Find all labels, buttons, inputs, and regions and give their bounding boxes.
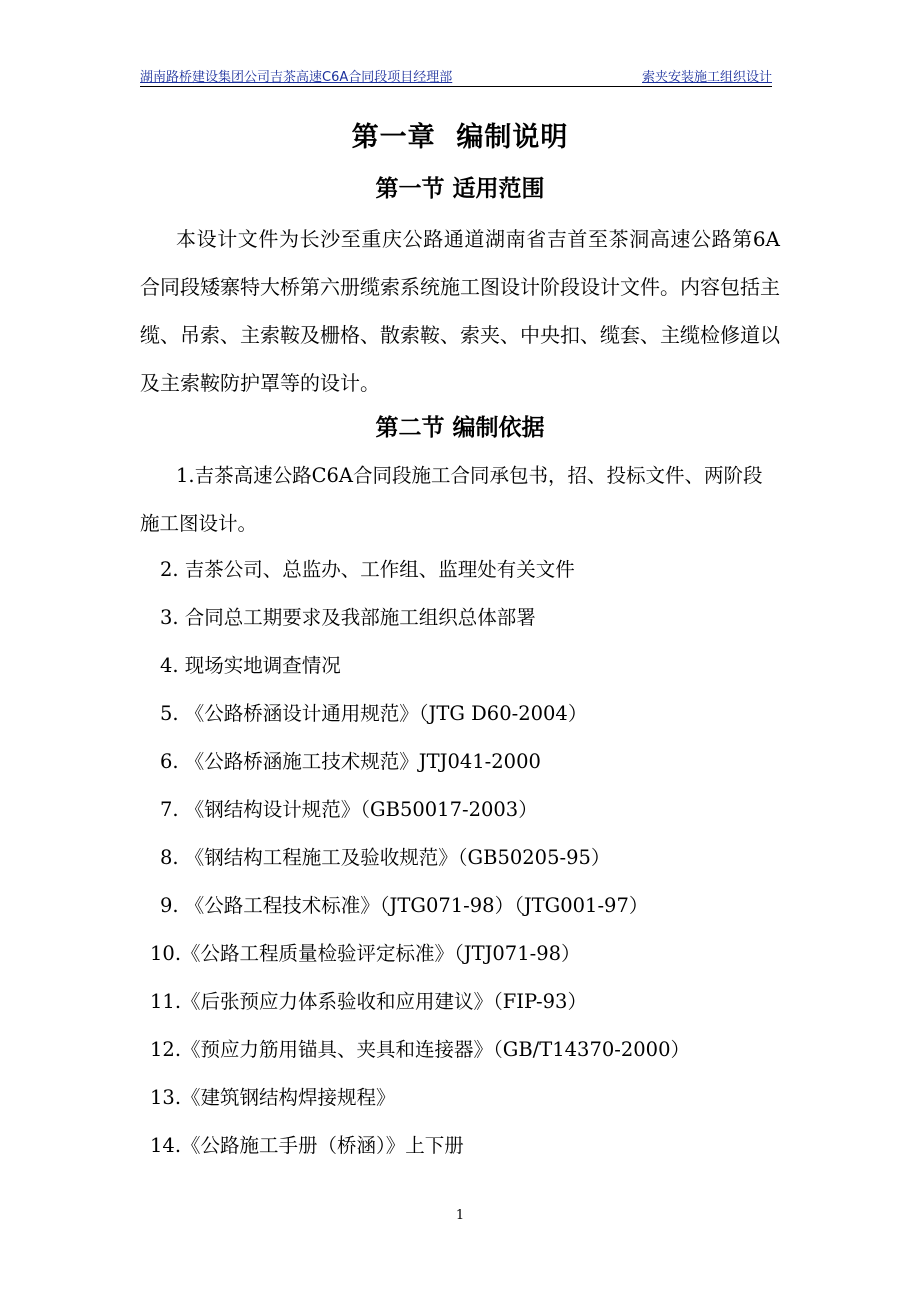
basis-list-item: 12.《预应力筋用锚具、夹具和连接器》（GB/T14370-2000） [150,1038,690,1061]
header-document-title: 索夹安装施工组织设计 [641,70,772,85]
chapter-title: 第一章 编制说明 [351,122,569,153]
basis-list-item: 9. 《公路工程技术标准》（JTG071-98）（JTG001-97） [160,894,649,917]
section-title-scope: 第一节 适用范围 [375,176,545,202]
basis-list-item: 1.吉茶高速公路C6A合同段施工合同承包书，招、投标文件、两阶段施工图设计。 [140,464,763,535]
basis-list-item: 8. 《钢结构工程施工及验收规范》（GB50205-95） [160,846,611,869]
basis-list-item: 14.《公路施工手册（桥涵）》上下册 [150,1134,464,1157]
basis-list-item: 6. 《公路桥涵施工技术规范》JTJ041-2000 [160,750,541,773]
basis-list-item: 13.《建筑钢结构焊接规程》 [150,1086,396,1109]
basis-list-item: 5. 《公路桥涵设计通用规范》（JTG D60-2004） [160,702,588,725]
section-title-basis: 第二节 编制依据 [375,415,545,441]
basis-list-item: 2. 吉茶公司、总监办、工作组、监理处有关文件 [160,558,575,581]
basis-list-item: 7. 《钢结构设计规范》（GB50017-2003） [160,798,538,821]
page-number: 1 [455,1208,465,1223]
basis-list-item: 4. 现场实地调查情况 [160,654,341,677]
basis-list-item: 3. 合同总工期要求及我部施工组织总体部署 [160,606,536,629]
header-organization: 湖南路桥建设集团公司吉茶高速C6A合同段项目经理部 [140,70,453,85]
page-header [140,62,772,87]
basis-list-item: 11.《后张预应力体系验收和应用建议》（FIP-93） [150,990,587,1013]
basis-list-item: 10.《公路工程质量检验评定标准》（JTJ071-98） [150,942,581,965]
scope-paragraph: 本设计文件为长沙至重庆公路通道湖南省吉首至茶洞高速公路第6A合同段矮寨特大桥第六册缆索系统施工图设计阶段设计文件。内容包括主缆、吊索、主索鞍及栅格、散索鞍、索夹、中央扣、缆套、主缆检修道以及主索鞍防护罩等的设计。 [140,227,780,395]
